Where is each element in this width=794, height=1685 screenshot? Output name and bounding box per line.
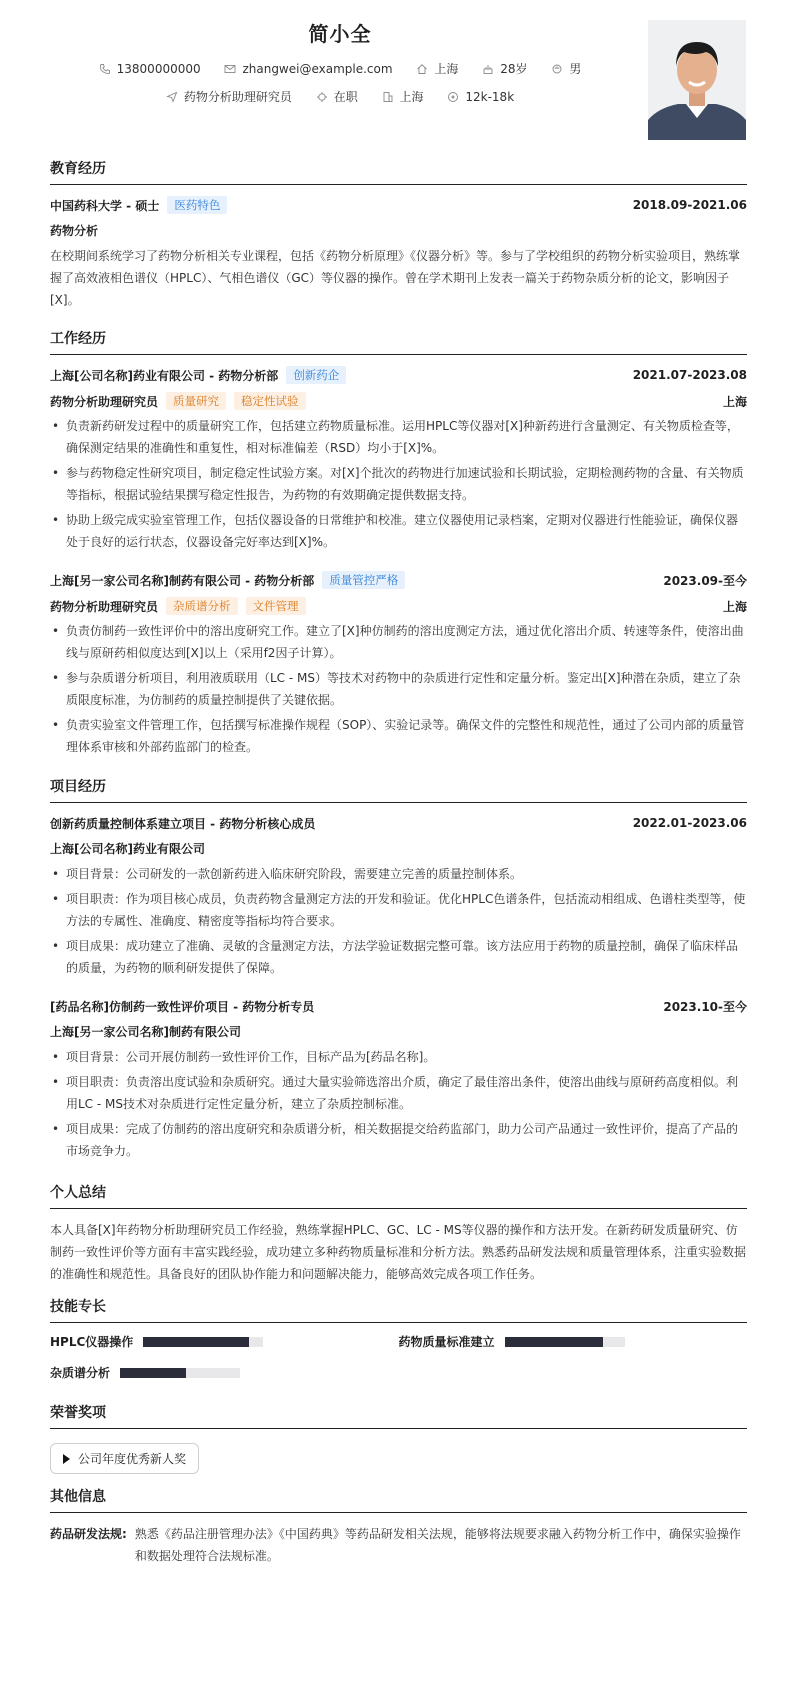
awards-section xyxy=(50,1402,747,1474)
job-role-tag: 质量研究 xyxy=(166,392,226,410)
list-item: • 负责实验室文件管理工作，包括撰写标准操作规程（SOP）、实验记录等。确保文件的完整性和规范性，通过了公司内部的质量管理体系审核和外部药监部门的检查。 xyxy=(50,714,747,758)
job-bullets xyxy=(50,620,747,758)
job-role: 药物分析助理研究员 xyxy=(50,599,159,614)
city-item xyxy=(416,60,458,77)
project-entry xyxy=(50,996,747,1162)
city-text: 上海 xyxy=(434,62,459,76)
other-title: 其他信息 xyxy=(50,1486,747,1513)
job-role-tag: 杂质谱分析 xyxy=(166,597,238,615)
job-role: 药物分析助理研究员 xyxy=(50,394,159,409)
skill-item xyxy=(399,1333,748,1350)
project-name: 创新药质量控制体系建立项目 - 药物分析核心成员 xyxy=(50,816,316,831)
education-header-row xyxy=(50,195,747,215)
candidate-name: 简小全 xyxy=(308,22,372,46)
job-dates: 2023.09-至今 xyxy=(663,573,747,588)
work-title: 工作经历 xyxy=(50,328,747,355)
coin-icon xyxy=(447,91,459,103)
education-title: 教育经历 xyxy=(50,158,747,185)
target-role-item xyxy=(166,88,292,105)
other-section xyxy=(50,1486,747,1567)
phone-icon xyxy=(99,63,111,75)
list-item: • 项目背景：公司开展仿制药一致性评价工作，目标产品为[药品名称]。 xyxy=(50,1046,747,1068)
project-company: 上海[另一家公司名称]制药有限公司 xyxy=(50,1025,241,1039)
email-text: zhangwei@example.com xyxy=(242,62,393,76)
skills-grid xyxy=(50,1333,747,1381)
project-name: [药品名称]仿制药一致性评价项目 - 药物分析专员 xyxy=(50,999,315,1014)
status-item xyxy=(316,88,358,105)
skill-bar xyxy=(143,1337,263,1347)
salary-text: 12k-18k xyxy=(465,90,515,104)
salary-item xyxy=(447,90,514,104)
skills-section xyxy=(50,1296,747,1381)
status-text: 在职 xyxy=(333,90,358,104)
job-company: 上海[另一家公司名称]制药有限公司 - 药物分析部 xyxy=(50,573,315,588)
project-entry xyxy=(50,813,747,979)
project-bullets xyxy=(50,863,747,979)
job-company: 上海[公司名称]药业有限公司 - 药物分析部 xyxy=(50,368,279,383)
job-bullets xyxy=(50,415,747,553)
home-icon xyxy=(416,63,428,75)
job-location: 上海 xyxy=(722,599,747,614)
job-entry xyxy=(50,570,747,758)
skill-fill xyxy=(143,1337,249,1347)
list-item: • 项目背景：公司研发的一款创新药进入临床研究阶段，需要建立完善的质量控制体系。 xyxy=(50,863,747,885)
resume-header xyxy=(0,0,794,150)
list-item: • 参与杂质谱分析项目，利用液质联用（LC - MS）等技术对药物中的杂质进行定性和定量分析。鉴定出[X]种潜在杂质，建立了杂质限度标准，为仿制药的质量控制提供了关键依据。 xyxy=(50,667,747,711)
gender-icon xyxy=(551,63,563,75)
award-name: 公司年度优秀新人奖 xyxy=(78,1452,187,1466)
project-dates: 2023.10-至今 xyxy=(663,999,747,1014)
education-major: 药物分析 xyxy=(50,224,99,238)
project-company: 上海[公司名称]药业有限公司 xyxy=(50,842,205,856)
skill-name: HPLC仪器操作 xyxy=(50,1335,134,1349)
status-icon xyxy=(316,91,328,103)
gender-item xyxy=(551,60,581,77)
job-role-tag: 稳定性试验 xyxy=(234,392,306,410)
list-item: • 协助上级完成实验室管理工作，包括仪器设备的日常维护和校准。建立仪器使用记录档案，定期对仪器进行性能验证，确保仪器处于良好的运行状态，仪器设备完好率达到[X]%。 xyxy=(50,509,747,553)
project-dates: 2022.01-2023.06 xyxy=(632,816,747,830)
skill-name: 药物质量标准建立 xyxy=(398,1335,495,1349)
list-item: • 项目成果：成功建立了准确、灵敏的含量测定方法，方法学验证数据完整可靠。该方法应用于药物的质量控制，确保了临床样品的质量，为药物的顺利研发提供了保障。 xyxy=(50,935,747,979)
job-location: 上海 xyxy=(722,394,747,409)
target-role-text: 药物分析助理研究员 xyxy=(183,90,292,104)
other-info-row xyxy=(50,1523,747,1567)
skill-item xyxy=(50,1333,399,1350)
list-item: • 参与药物稳定性研究项目，制定稳定性试验方案。对[X]个批次的药物进行加速试验和长期试验，定期检测药物的含量、有关物质等指标，根据试验结果撰写稳定性报告，为药物的有效期确定提供数据支持。 xyxy=(50,462,747,506)
list-item: • 项目职责：负责溶出度试验和杂质研究。通过大量实验筛选溶出介质，确定了最佳溶出条件，使溶出曲线与原研药高度相似。利用LC - MS技术对杂质进行定性定量分析，建立了杂质控制标准。 xyxy=(50,1071,747,1115)
phone-text: 13800000000 xyxy=(116,62,201,76)
job-company-tag: 创新药企 xyxy=(286,366,346,384)
send-icon xyxy=(166,91,178,103)
mail-icon xyxy=(224,63,236,75)
job-intention-row xyxy=(0,88,680,105)
gender-text: 男 xyxy=(569,62,582,76)
job-role-tag: 文件管理 xyxy=(246,597,306,615)
other-text: 熟悉《药品注册管理办法》《中国药典》等药品研发相关法规，能够将法规要求融入药物分析工作中，确保实验操作和数据处理符合法规标准。 xyxy=(134,1527,741,1563)
education-section xyxy=(50,158,747,311)
job-dates: 2021.07-2023.08 xyxy=(632,368,747,382)
project-bullets xyxy=(50,1046,747,1162)
projects-title: 项目经历 xyxy=(50,776,747,803)
education-description: 在校期间系统学习了药物分析相关专业课程，包括《药物分析原理》《仪器分析》等。参与了学校组织的药物分析实验项目，熟练掌握了高效液相色谱仪（HPLC）、气相色谱仪（GC）等仪器的操作。曾在学术期刊上发表一篇关于药物杂质分析的论文，影响因子[X]。 xyxy=(50,249,741,307)
awards-title: 荣誉奖项 xyxy=(50,1402,747,1429)
list-item: • 负责仿制药一致性评价中的溶出度研究工作。建立了[X]种仿制药的溶出度测定方法，通过优化溶出介质、转速等条件，使溶出曲线与原研药相似度达到[X]以上（采用f2因子计算）。 xyxy=(50,620,747,664)
summary-section xyxy=(50,1182,747,1285)
skill-bar xyxy=(120,1368,240,1378)
skill-bar xyxy=(505,1337,625,1347)
target-city-item xyxy=(382,88,424,105)
skill-name: 杂质谱分析 xyxy=(50,1366,111,1380)
cake-icon xyxy=(482,63,494,75)
other-label: 药品研发法规: xyxy=(50,1527,127,1541)
email-item xyxy=(224,62,392,76)
skills-title: 技能专长 xyxy=(50,1296,747,1323)
contact-row xyxy=(0,60,680,77)
skill-item xyxy=(50,1364,399,1381)
play-icon xyxy=(63,1454,70,1464)
building-icon xyxy=(382,91,394,103)
education-dates: 2018.09-2021.06 xyxy=(632,198,747,212)
skill-fill xyxy=(120,1368,186,1378)
job-entry xyxy=(50,365,747,553)
age-item xyxy=(482,60,527,77)
skill-fill xyxy=(505,1337,603,1347)
list-item: • 项目成果：完成了仿制药的溶出度研究和杂质谱分析，相关数据提交给药监部门，助力公司产品通过一致性评价，提高了产品的市场竞争力。 xyxy=(50,1118,747,1162)
list-item: • 项目职责：作为项目核心成员，负责药物含量测定方法的开发和验证。优化HPLC色谱条件，包括流动相组成、色谱柱类型等，使方法的专属性、准确度、精密度等指标均符合要求。 xyxy=(50,888,747,932)
phone-item xyxy=(99,62,201,76)
summary-title: 个人总结 xyxy=(50,1182,747,1209)
list-item: • 负责新药研发过程中的质量研究工作，包括建立药物质量标准。运用HPLC等仪器对[X]种新药进行含量测定、有关物质检查等，确保测定结果的准确性和重复性，相对标准偏差（RSD）均小于[X]%。 xyxy=(50,415,747,459)
target-city-text: 上海 xyxy=(399,90,424,104)
age-text: 28岁 xyxy=(500,62,528,76)
summary-text: 本人具备[X]年药物分析助理研究员工作经验，熟练掌握HPLC、GC、LC - MS等仪器的操作和方法开发。在新药研发质量研究、仿制药一致性评价等方面有丰富实践经验，成功建立多种药物质量标准和分析方法。熟悉药品研发法规和质量管理体系，注重实验数据的准确性和规范性。具备良好的团队协作能力和问题解决能力，能够高效完成各项工作任务。 xyxy=(50,1223,747,1281)
job-company-tag: 质量管控严格 xyxy=(322,571,405,589)
school-name: 中国药科大学 - 硕士 xyxy=(50,198,160,213)
work-section xyxy=(50,328,747,761)
award-item xyxy=(50,1443,199,1474)
projects-section xyxy=(50,776,747,1165)
school-tag: 医药特色 xyxy=(167,196,227,214)
profile-photo xyxy=(648,20,746,140)
